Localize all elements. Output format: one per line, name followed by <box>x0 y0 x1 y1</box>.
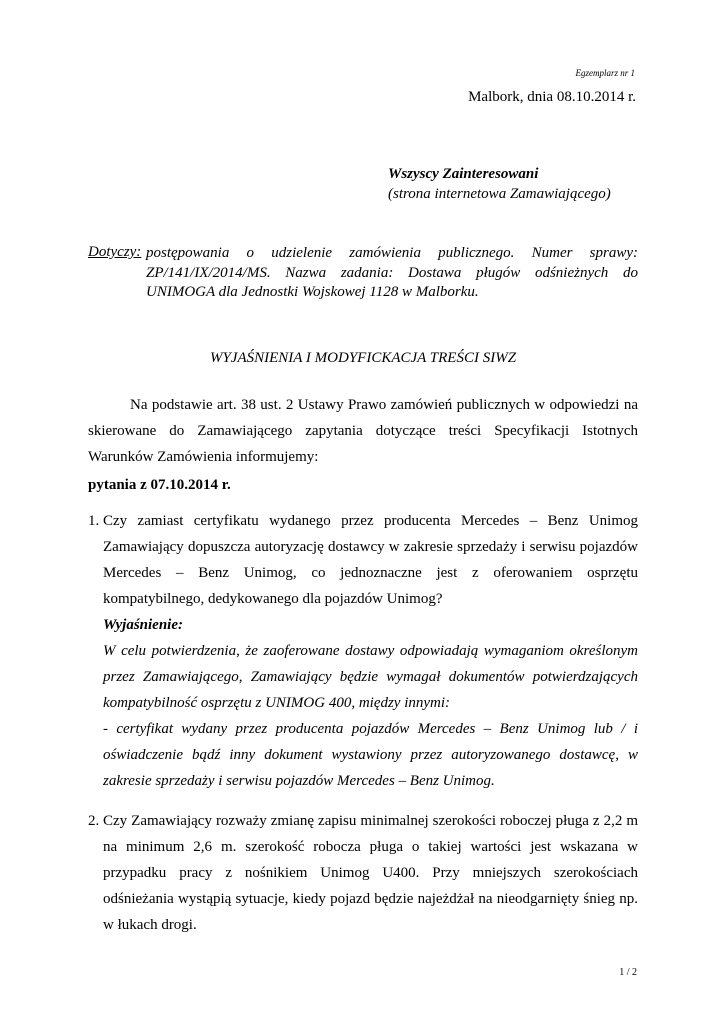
regarding-text: postępowania o udzielenie zamówienia publicznego. Numer sprawy: ZP/141/IX/2014/MS. Nazwa zadania: Dostawa pługów odśnieżnych do UNIMOGA dla Jednostki Wojskowej 1128 w Malborku. <box>146 245 638 300</box>
section-heading: pytania z 07.10.2014 r. <box>88 477 231 493</box>
answer-1-text: W celu potwierdzenia, że zaoferowane dostawy odpowiadają wymaganiom określonym przez Zamawiającego, Zamawiający będzie wymagał dokumentów potwierdzających kompatybilność osprzętu z UNIMOG 400, między innymi: <box>103 643 638 711</box>
question-1-text: Czy zamiast certyfikatu wydanego przez producenta Mercedes – Benz Unimog Zamawiający dopuszcza autoryzację dostawcy w zakresie sprzedaży i serwisu pojazdów Mercedes – Benz Unimog, co jednoznaczne jest z oferowaniem osprzętu kompatybilnego, dedykowanego dla pojazdów Unimog? <box>103 513 638 607</box>
answer-1-label: Wyjaśnienie: <box>103 617 184 633</box>
page-number: 1 / 2 <box>619 967 637 978</box>
copy-number: Egzemplarz nr 1 <box>575 68 635 78</box>
answer-1-item: - certyfikat wydany przez producenta pojazdów Mercedes – Benz Unimog lub / i oświadczenie bądź inny dokument wystawiony przez autoryzowanego dostawcę, w zakresie sprzedaży i serwisu pojazdów Mercedes – Benz Unimog. <box>103 721 638 789</box>
question-1-answer <box>103 612 638 794</box>
question-2-number: 2. <box>88 813 100 829</box>
addressee-block <box>388 164 611 204</box>
question-2-text: Czy Zamawiający rozważy zmianę zapisu minimalnej szerokości roboczej pługa z 2,2 m na minimum 2,6 m. szerokość robocza pługa o takiej wartości jest wskazana w przypadku pracy z nośnikiem Unimog U400. Przy mniejszych szerokościach odśnieżania wystąpią sytuacje, kiedy pojazd będzie najeżdżał na nieodgarnięty śnieg np. w łukach drogi. <box>103 813 638 933</box>
question-1 <box>103 508 638 794</box>
regarding-label: Dotyczy: <box>88 244 142 260</box>
date-line: Malbork, dnia 08.10.2014 r. <box>468 89 636 105</box>
addressee-name: Wszyscy Zainteresowani <box>388 166 539 182</box>
document-title: WYJAŚNIENIA I MODYFICKACJA TREŚCI SIWZ <box>209 350 517 366</box>
question-1-number: 1. <box>88 513 100 529</box>
addressee-note: (strona internetowa Zamawiającego) <box>388 186 611 202</box>
question-2 <box>103 808 638 938</box>
intro-paragraph: Na podstawie art. 38 ust. 2 Ustawy Prawo zamówień publicznych w odpowiedzi na skierowane do Zamawiającego zapytania dotyczące treści Specyfikacji Istotnych Warunków Zamówienia informujemy: <box>88 397 638 465</box>
